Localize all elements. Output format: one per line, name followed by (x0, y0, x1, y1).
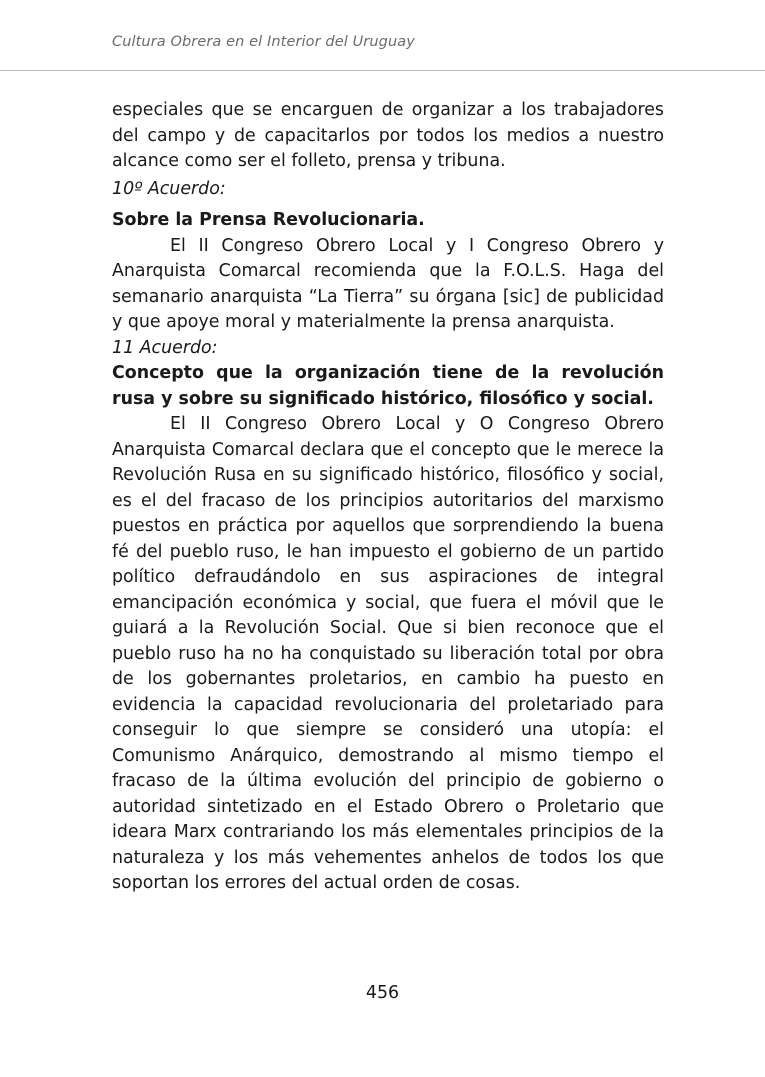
accord-11-label: 11 Acuerdo: (112, 337, 218, 358)
running-header: Cultura Obrera en el Interior del Uruguay (112, 34, 415, 50)
page-number: 456 (365, 983, 400, 1003)
accord-11-heading: Concepto que la organización tiene de la revolución rusa y sobre su significado histórico, filosófico y social. (112, 363, 664, 409)
accord-10-label: 10º Acuerdo: (112, 178, 226, 199)
accord-10-text: El II Congreso Obrero Local y I Congreso Obrero y Anarquista Comarcal recomienda que la F.O.L.S. Haga del semanario anarquista “La Tierra” su órgana [sic] de publicidad y que apoye moral y materialmente la prensa anarquista. (112, 235, 664, 332)
accord-11-text: El II Congreso Obrero Local y O Congreso Obrero Anarquista Comarcal declara que el concepto que le merece la Revolución Rusa en su significado histórico, filosófico y social, es el del fracaso de los principios autoritarios del marxismo puestos en práctica por aquellos que sorprendiendo la buena fé del pueblo ruso, le han impuesto el gobierno de un partido político defraudándolo en sus aspiraciones de integral emancipación económica y social, que fuera el móvil que le guiará a la Revolución Social. Que si bien reconoce que el pueblo ruso ha no ha conquistado su liberación total por obra de los gobernantes proletarios, en cambio ha puesto en evidencia la capacidad revolucionaria del proletariado para conseguir lo que siempre se consideró una utopía: el Comunismo Anárquico, demostrando al mismo tiempo el fracaso de la última evolución del principio de gobierno o autoridad sintetizado en el Estado Obrero o Proletario que ideara Marx contrariando los más elementales principios de la naturaleza y los más vehementes anhelos de todos los que soportan los errores del actual orden de cosas. (112, 414, 664, 893)
accord-10-heading: Sobre la Prensa Revolucionaria. (112, 210, 425, 230)
page-body (112, 98, 664, 897)
paragraph-continued: especiales que se encarguen de organizar a los trabajadores del campo y de capacitarlos por todos los medios a nuestro alcance como ser el folleto, prensa y tribuna. (112, 100, 664, 171)
header-rule (0, 70, 765, 71)
